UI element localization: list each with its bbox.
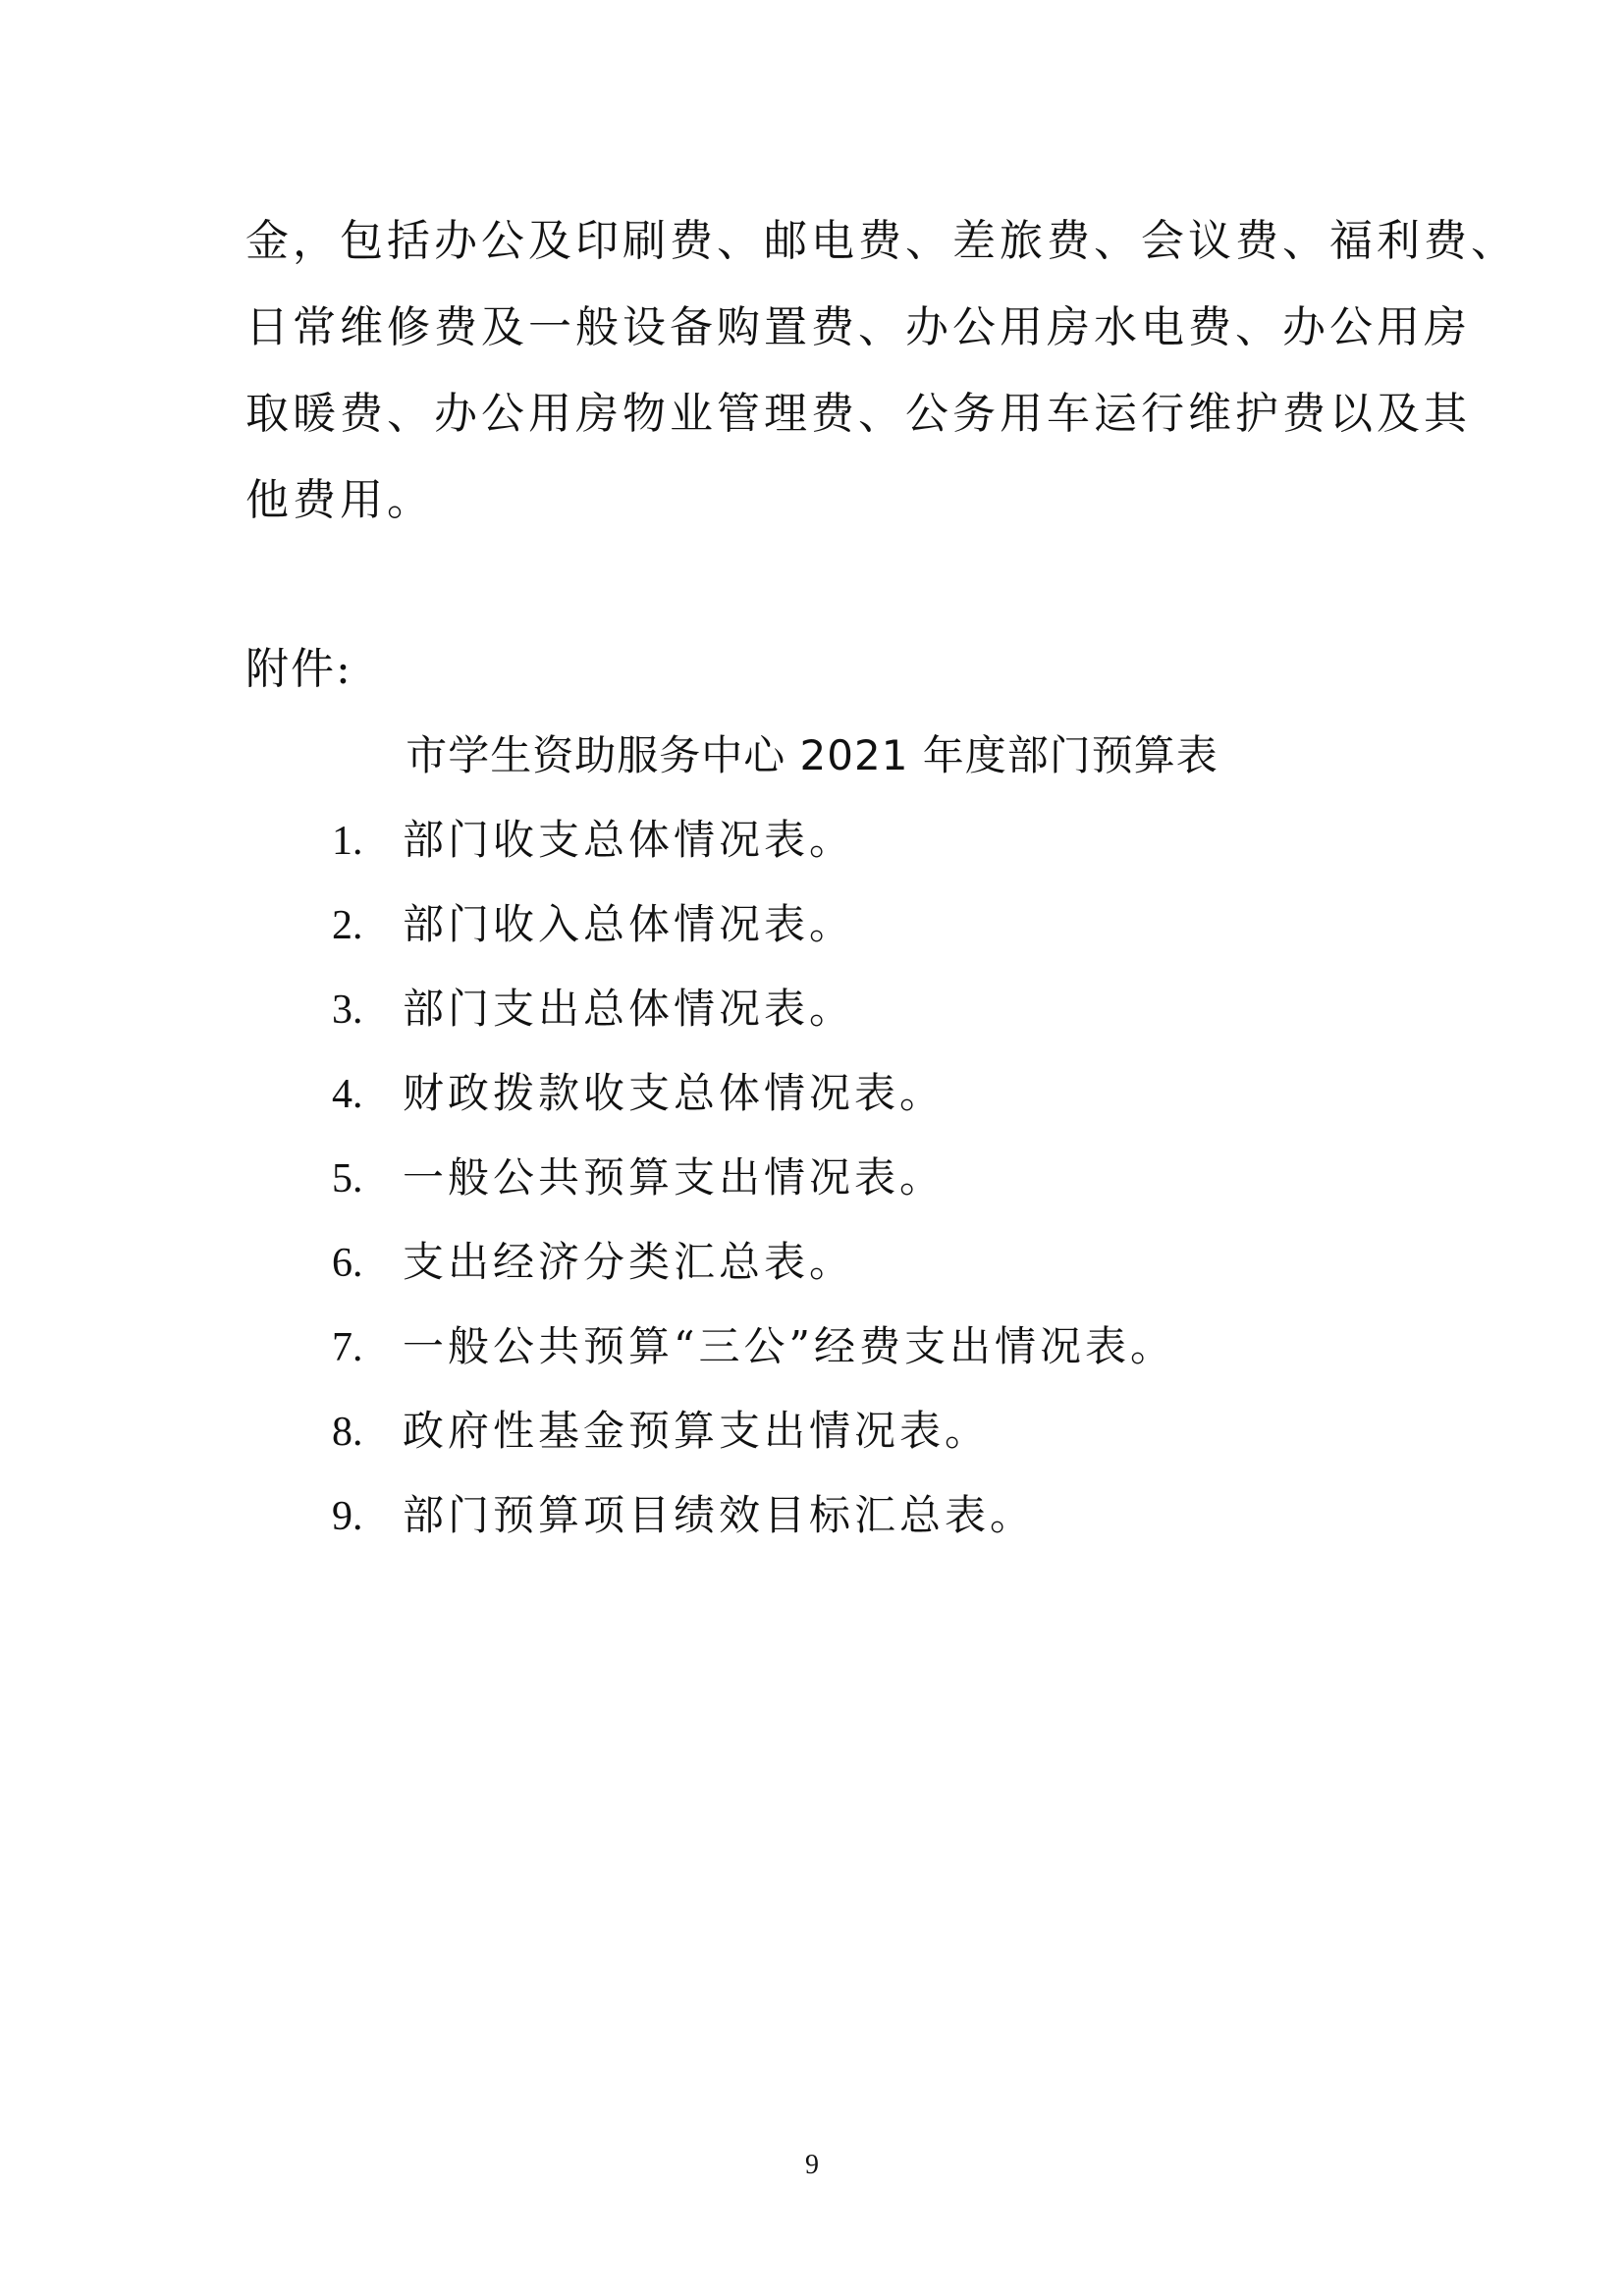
list-item (332, 1486, 1035, 1546)
body-text-line: 取暖费、办公用房物业管理费、公务用车运行维护费以及其 (245, 389, 1471, 439)
list-item-number: 3. (332, 988, 363, 1033)
list-item (332, 895, 854, 955)
list-item-number: 2. (332, 903, 363, 948)
list-item-text: 财政拨款收支总体情况表。 (403, 1069, 946, 1117)
list-item-text: 部门预算项目绩效目标汇总表。 (403, 1491, 1036, 1539)
list-item (332, 811, 854, 871)
list-item (332, 1233, 854, 1293)
list-item-number: 5. (332, 1156, 363, 1201)
list-item (332, 1064, 945, 1124)
list-item-text: 部门支出总体情况表。 (403, 985, 855, 1033)
list-item-text: 一般公共预算“三公”经费支出情况表。 (403, 1322, 1175, 1370)
list-item-number: 9. (332, 1494, 363, 1539)
attachment-label: 附件: (245, 644, 352, 694)
list-item-number: 1. (332, 819, 363, 864)
list-item (332, 1402, 990, 1462)
appendix-title: 市学生资助服务中心 2021 年度部门预算表 (406, 731, 1218, 779)
page-number: 9 (805, 2150, 819, 2180)
list-item-text: 部门收入总体情况表。 (403, 900, 855, 948)
list-item (332, 980, 854, 1040)
list-item-text: 部门收支总体情况表。 (403, 816, 855, 864)
body-text-line: 金，包括办公及印刷费、邮电费、差旅费、会议费、福利费、 (245, 216, 1518, 266)
list-item-text: 支出经济分类汇总表。 (403, 1238, 855, 1286)
list-item-text: 一般公共预算支出情况表。 (403, 1153, 946, 1201)
list-item-number: 4. (332, 1072, 363, 1117)
list-item-number: 7. (332, 1325, 363, 1370)
list-item (332, 1317, 1175, 1377)
body-text-line: 日常维修费及一般设备购置费、办公用房水电费、办公用房 (245, 302, 1471, 352)
list-item-number: 6. (332, 1241, 363, 1286)
list-item-text: 政府性基金预算支出情况表。 (403, 1407, 991, 1455)
list-item-number: 8. (332, 1410, 363, 1455)
body-text-line: 他费用。 (245, 475, 434, 525)
list-item (332, 1148, 945, 1208)
